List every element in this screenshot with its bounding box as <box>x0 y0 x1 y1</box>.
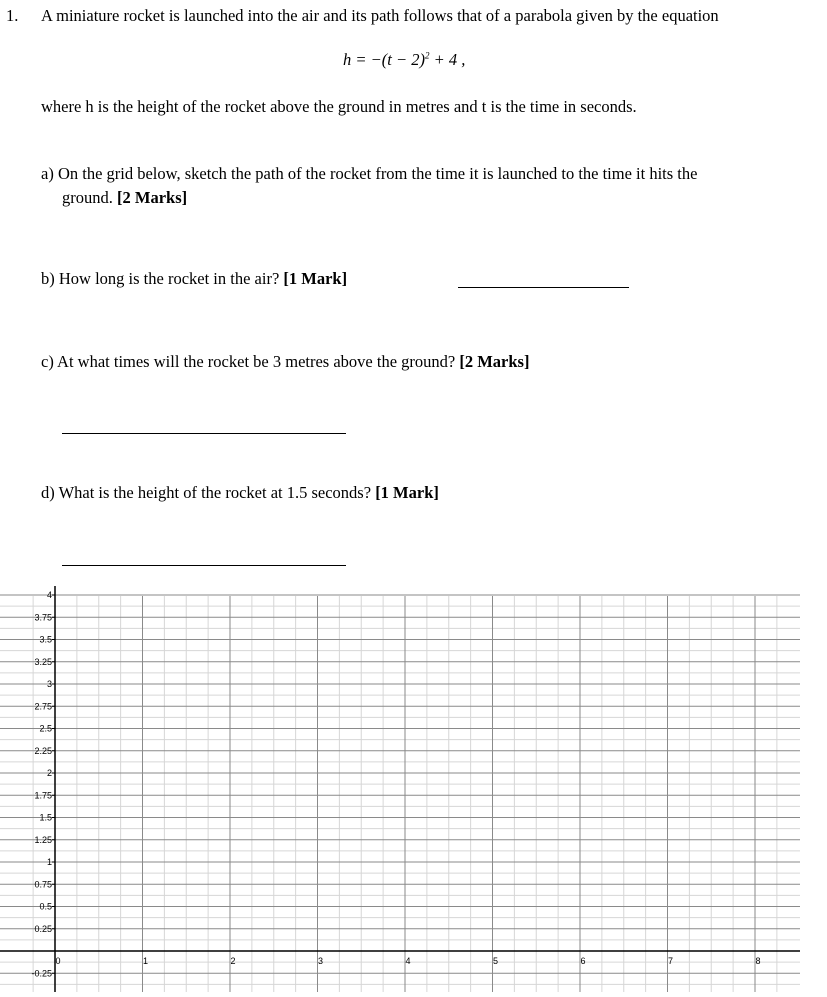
x-tick-label: 5 <box>492 956 499 966</box>
answer-line-d[interactable] <box>62 565 346 566</box>
part-b-text: b) How long is the rocket in the air? <box>41 269 284 288</box>
question-intro: A miniature rocket is launched into the air and its path follows that of a parabola given by the equation <box>41 6 719 25</box>
answer-line-c[interactable] <box>62 433 346 434</box>
y-tick-label: 2.75 <box>34 701 52 712</box>
part-c-text: c) At what times will the rocket be 3 metres above the ground? <box>41 352 460 371</box>
part-d-text: d) What is the height of the rocket at 1.5 seconds? <box>41 483 376 502</box>
sketch-grid[interactable] <box>0 586 827 992</box>
part-d <box>41 483 439 503</box>
y-tick-label: -0.25 <box>31 968 52 979</box>
variable-definition: where h is the height of the rocket above the ground in metres and t is the time in seconds. <box>41 97 637 116</box>
y-tick-label: 4 <box>46 590 52 600</box>
part-c <box>41 352 529 372</box>
x-tick-label: 3 <box>317 956 324 966</box>
x-tick-label: 7 <box>667 956 674 966</box>
y-tick-label: 3.5 <box>39 634 52 645</box>
y-tick-label: 3.25 <box>34 656 52 667</box>
part-a-marks: [2 Marks] <box>117 188 188 207</box>
part-c-marks: [2 Marks] <box>459 352 530 371</box>
equation-rhs: + 4 , <box>429 50 466 69</box>
y-tick-label: 3.75 <box>34 612 52 623</box>
part-b <box>41 269 347 289</box>
y-tick-label: 1.25 <box>34 834 52 845</box>
x-tick-label: 4 <box>405 956 411 966</box>
x-tick-label: 1 <box>142 956 149 966</box>
x-tick-label: 6 <box>580 956 586 966</box>
equation <box>343 50 465 70</box>
y-tick-label: 0.5 <box>39 901 52 912</box>
equation-lhs: h = −(t − 2) <box>343 50 425 69</box>
grid-svg[interactable] <box>0 586 827 992</box>
answer-line-b[interactable] <box>458 287 629 288</box>
part-b-marks: [1 Mark] <box>283 269 348 288</box>
y-tick-label: 1.75 <box>34 790 52 801</box>
y-tick-label: 1 <box>46 857 52 867</box>
y-tick-label: 2.25 <box>34 745 52 756</box>
x-tick-label: 0 <box>55 956 61 966</box>
x-tick-label: 8 <box>755 956 761 966</box>
part-a-line2 <box>62 188 187 208</box>
part-a-text: ground. <box>62 188 117 207</box>
y-tick-label: 1.5 <box>39 812 52 823</box>
y-tick-label: 0.75 <box>34 879 52 890</box>
y-tick-label: 3 <box>46 679 52 689</box>
equation-exponent: 2 <box>424 50 430 61</box>
question-number: 1. <box>6 6 19 25</box>
y-tick-label: 0.25 <box>34 923 52 934</box>
x-tick-label: 2 <box>230 956 236 966</box>
y-tick-label: 2 <box>46 768 52 778</box>
part-d-marks: [1 Mark] <box>375 483 439 502</box>
y-tick-label: 2.5 <box>39 723 52 734</box>
part-a-line1: a) On the grid below, sketch the path of the rocket from the time it is launched to the time it hits the <box>41 164 698 183</box>
